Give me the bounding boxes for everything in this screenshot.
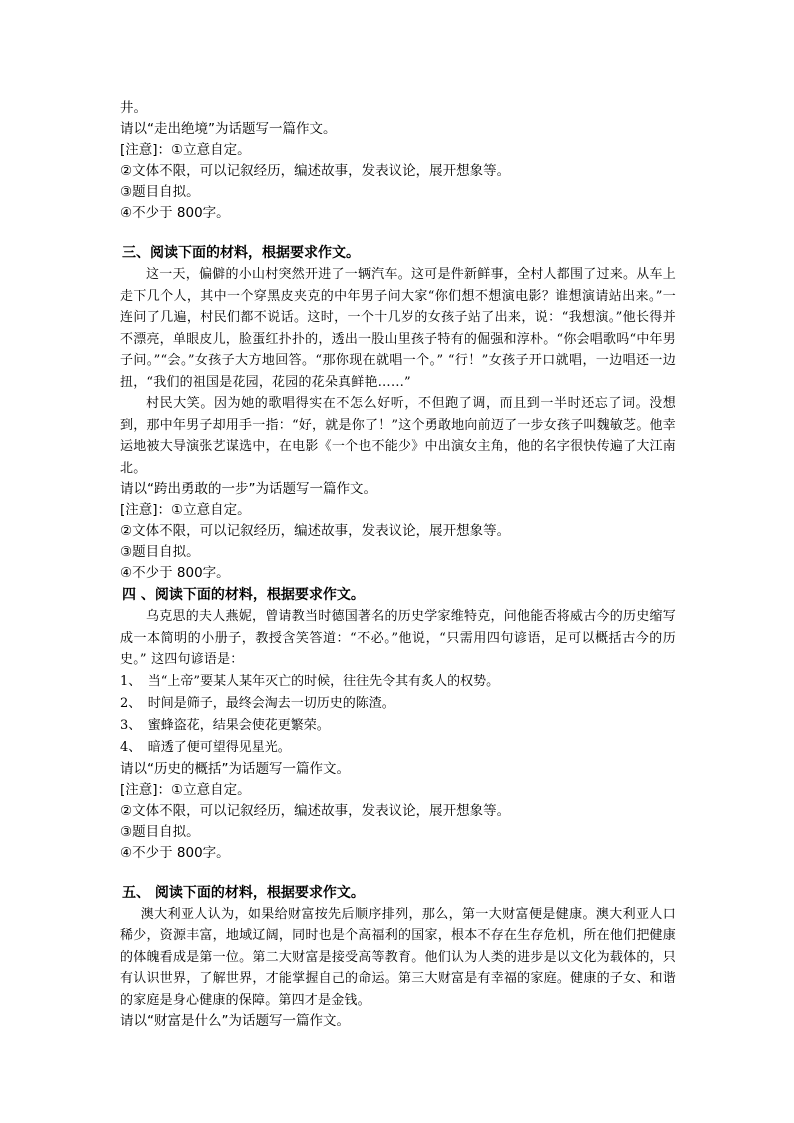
section4-item-1: 1、 当“上帝”要某人某年灭亡的时候，往往先令其有炙人的权势。 [120,673,500,689]
section5-paragraph: 澳大利亚人认为，如果给财富按先后顺序排列，那么，第一大财富便是健康。澳大利亚人口稀少，资源丰富，地域辽阔，同时也是个高福利的国家，根本不存在生存危机，所在他们把健康的体魄看成是第一位。第二大财富是接受高等教育。他们认为人类的进步是以文化为载体的，只有认识世界，了解世界，才能掌握自己的命运。第三大财富是有幸福的家庭。健康的子女、和谐的家庭是身心健康的保障。第四才是金钱。 [120,906,676,1008]
section5-prompt: 请以“财富是什么”为话题写一篇作文。 [120,1013,350,1029]
intro-note-3: ③题目自拟。 [120,184,200,200]
section4-note-4: ④不少于 800字。 [120,844,230,861]
section3-prompt: 请以“跨出勇敢的一步”为话题写一篇作文。 [120,481,377,497]
section4-item-2: 2、 时间是筛子，最终会淘去一切历史的陈渣。 [120,695,395,711]
section4-note-1: [注意]：①立意自定。 [120,781,251,798]
document-page [120,98,676,1032]
intro-note-2: ②文体不限，可以记叙经历，编述故事，发表议论，展开想象等。 [120,163,511,179]
section3-heading: 三、阅读下面的材料，根据要求作文。 [122,245,360,261]
section3-note-3: ③题目自拟。 [120,544,200,560]
section4-item-3: 3、 蜜蜂盗花，结果会使花更繁荣。 [120,717,330,733]
section4-heading: 四 、阅读下面的材料，根据要求作文。 [122,587,365,603]
section3-note-4: ④不少于 800字。 [120,565,230,581]
section3-paragraph-2: 村民大笑。因为她的歌唱得实在不怎么好听，不但跑了调，而且到一半时还忘了词。没想到，那中年男子却用手一指：“好，就是你了！”这个勇敢地向前迈了一步女孩子叫魏敏芝。他幸运地被大导演张艺谋选中，在电影《一个也不能少》中出演女主角，他的名字很快传遍了大江南北。 [120,396,676,476]
section4-paragraph: 乌克思的夫人燕妮，曾请教当时德国著名的历史学家维特克，问他能否将威古今的历史缩写成一本简明的小册子，教授含笑答道：“不必。”他说，“只需用四句谚语，足可以概括古今的历史。” 这四句谚语是： [120,609,676,667]
intro-note-1: [注意]：①立意自定。 [120,142,251,158]
intro-tail: 井。 [120,100,147,116]
section3-note-1: [注意]：①立意自定。 [120,502,251,518]
section4-note-3: ③题目自拟。 [120,823,200,840]
section4-prompt: 请以“历史的概括”为话题写一篇作文。 [120,760,350,777]
section4-item-4: 4、 暗透了便可望得见星光。 [120,739,291,755]
intro-note-4: ④不少于 800字。 [120,205,230,221]
section4-note-2: ②文体不限，可以记叙经历，编述故事，发表议论，展开想象等。 [120,802,511,819]
section5-heading: 五、 阅读下面的材料，根据要求作文。 [122,884,365,901]
section3-paragraph-1: 这一天，偏僻的小山村突然开进了一辆汽车。这可是件新鲜事，全村人都围了过来。从车上走下几个人，其中一个穿黑皮夹克的中年男子问大家“你们想不想演电影？谁想演请站出来。”一连问了几遍，村民们都不说话。这时，一个十几岁的女孩子站了出来，说：“我想演。”他长得并不漂亮，单眼皮儿，脸蛋红扑扑的，透出一股山里孩子特有的倔强和淳朴。“你会唱歌吗“中年男子问。”“会。”女孩子大方地回答。“那你现在就唱一个。” “行！”女孩子开口就唱，一边唱还一边扭，“我们的祖国是花园，花园的花朵真鲜艳……” [120,267,676,390]
intro-prompt: 请以“走出绝境”为话题写一篇作文。 [120,121,337,137]
section3-note-2: ②文体不限，可以记叙经历，编述故事，发表议论，展开想象等。 [120,523,511,539]
